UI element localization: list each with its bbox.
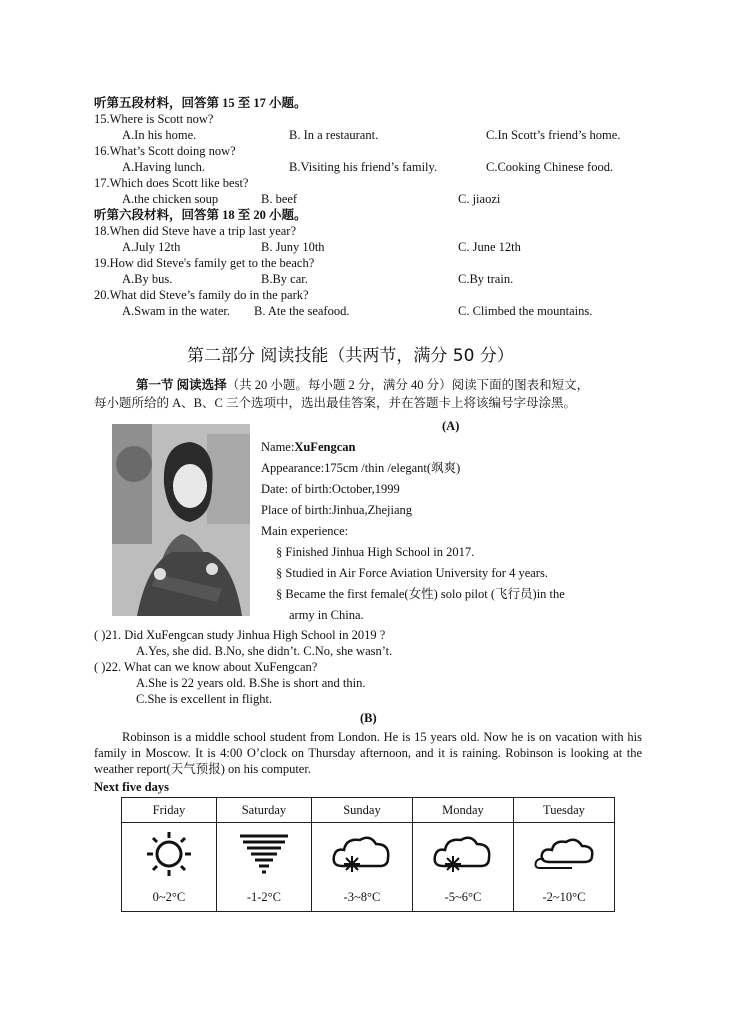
question-19: 19.How did Steve's family get to the beach? [94,256,315,270]
date-of-birth: Date: of birth:October,1999 [261,482,400,496]
q20-option-b: B. Ate the seafood. [254,304,350,318]
day-friday: Friday [122,798,217,823]
q16-option-a: A.Having lunch. [122,160,205,174]
q15-option-c: C.In Scott’s friend’s home. [486,128,621,142]
snow-cloud-icon [330,830,394,878]
section6-header: 听第六段材料，回答第 18 至 20 小题。 [94,208,307,222]
question-18: 18.When did Steve have a trip last year? [94,224,297,238]
question-21: ( )21. Did XuFengcan study Jinhua High School in 2019 ? [94,628,386,642]
day-sunday: Sunday [311,798,412,823]
q15-option-b: B. In a restaurant. [289,128,379,142]
q18-option-a: A.July 12th [122,240,181,254]
question-15: 15.Where is Scott now? [94,112,214,126]
q16-option-b: B.Visiting his friend’s family. [289,160,438,174]
weather-forecast-row [122,823,615,912]
q17-option-b: B. beef [261,192,298,206]
experience-bullet-3: § Became the first female(女性) solo pilot (飞行员)in the [276,587,565,601]
appearance: Appearance:175cm /thin /elegant(飒爽) [261,461,461,475]
name-value: XuFengcan [294,440,356,454]
q16-option-c: C.Cooking Chinese food. [486,160,614,174]
q17-option-c: C. jiaozi [458,192,501,206]
q19-option-c: C.By train. [458,272,514,286]
temp-tuesday: -2~10°C [542,890,586,904]
passage-b-label: (B) [360,711,377,725]
q21-options: A.Yes, she did. B.No, she didn’t. C.No, she wasn’t. [136,644,393,658]
temp-saturday: -1-2°C [246,890,282,904]
day-saturday: Saturday [216,798,311,823]
experience-bullet-3-cont: army in China. [289,608,364,622]
next-five-days-label: Next five days [94,780,169,794]
question-22: ( )22. What can we know about XuFengcan? [94,660,318,674]
day-tuesday: Tuesday [513,798,614,823]
forecast-saturday [216,823,311,912]
forecast-monday [412,823,513,912]
passage-b-text: Robinson is a middle school student from London. He is 15 years old. Now he is on vacation with his family in Moscow. It is 4:00 O’clock on Thursday afternoon, and it is raining. Robinson is looking at the weather report(天气预报) on his computer. [94,730,642,776]
part2-title: 第二部分 阅读技能（共两节，满分 50 分） [187,346,514,366]
question-16: 16.What’s Scott doing now? [94,144,236,158]
forecast-sunday [311,823,412,912]
weather-table [121,797,615,912]
cloud-icon [532,830,596,878]
sun-icon [139,830,199,878]
q22-options-ab: A.She is 22 years old. B.She is short and thin. [136,676,366,690]
name-label: Name: [261,440,295,454]
q19-option-b: B.By car. [261,272,308,286]
q18-option-b: B. Juny 10th [261,240,325,254]
q18-option-c: C. June 12th [458,240,521,254]
main-experience: Main experience: [261,524,349,538]
pilot-photo [112,424,250,616]
section5-header: 听第五段材料，回答第 15 至 17 小题。 [94,96,307,110]
temp-sunday: -3~8°C [343,890,381,904]
snow-cloud-icon [431,830,495,878]
experience-bullet-1: § Finished Jinhua High School in 2017. [276,545,475,559]
weather-day-row [122,798,615,823]
q15-option-a: A.In his home. [122,128,197,142]
q20-option-a: A.Swam in the water. [122,304,230,318]
q17-option-a: A.the chicken soup [122,192,219,206]
section1-label: 第一节 阅读选择 [136,378,227,392]
section1-instructions-line1: （共 20 小题。每小题 2 分，满分 40 分）阅读下面的图表和短文， [226,378,590,392]
question-17: 17.Which does Scott like best? [94,176,249,190]
temp-monday: -5~6°C [444,890,482,904]
place-of-birth: Place of birth:Jinhua,Zhejiang [261,503,413,517]
passage-a-label: (A) [442,419,460,433]
q20-option-c: C. Climbed the mountains. [458,304,593,318]
day-monday: Monday [412,798,513,823]
q22-option-c: C.She is excellent in flight. [136,692,273,706]
forecast-tuesday [513,823,614,912]
experience-bullet-2: § Studied in Air Force Aviation University for 4 years. [276,566,548,580]
tornado-icon [234,830,294,878]
q19-option-a: A.By bus. [122,272,173,286]
temp-friday: 0~2°C [152,890,186,904]
question-20: 20.What did Steve’s family do in the park? [94,288,309,302]
forecast-friday [122,823,217,912]
section1-instructions-line2: 每小题所给的 A、B、C 三个选项中，选出最佳答案，并在答题卡上将该编号字母涂黑。 [94,396,576,410]
